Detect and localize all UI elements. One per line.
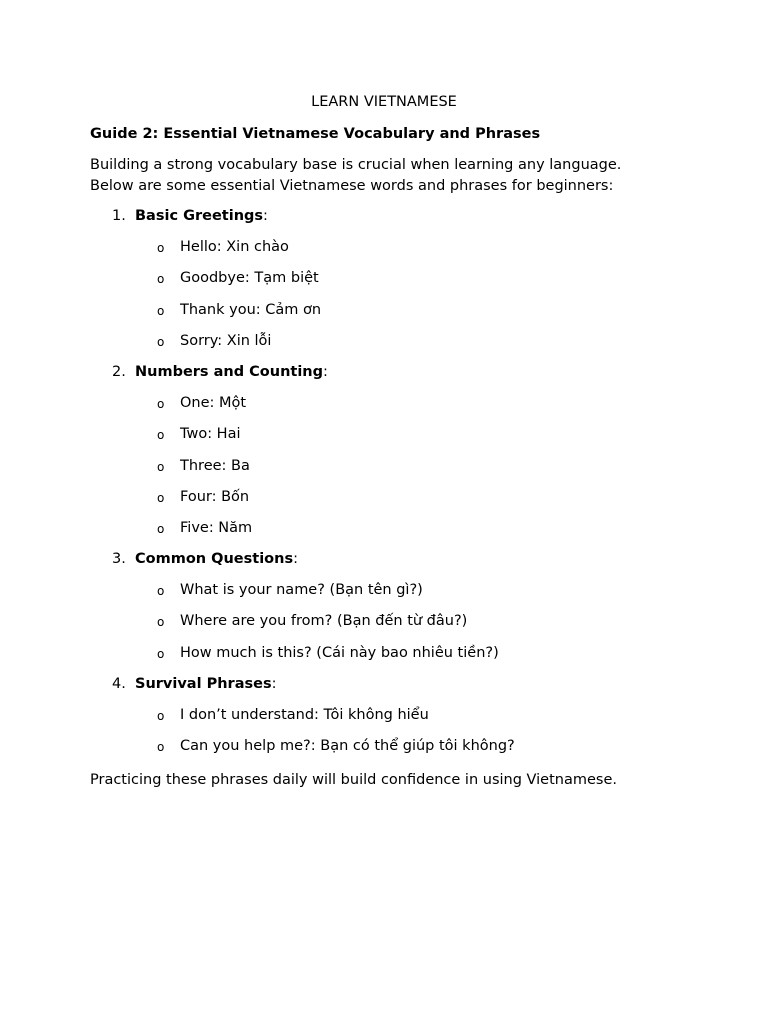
document-header: LEARN VIETNAMESE [311,94,457,110]
list-item [0,393,768,424]
bullet-icon: o [157,241,165,256]
section-title: Basic Greetings [135,208,264,224]
phrase-text: What is your name? (Bạn tên gì?) [180,582,423,599]
phrase-text: One: Một [180,395,247,412]
vocabulary-sections [0,206,768,767]
intro-line: Building a strong vocabulary base is crucial when learning any language. [90,157,622,173]
phrase-text: Where are you from? (Bạn đến từ đâu?) [180,613,468,630]
phrase-text: Thank you: Cảm ơn [180,301,322,318]
list-item [0,331,768,362]
list-item [0,580,768,611]
intro-line: Below are some essential Vietnamese words and phrases for beginners: [90,178,614,194]
bullet-icon: o [157,584,165,599]
section-number: 1. [112,208,126,224]
closing-paragraph: Practicing these phrases daily will build confidence in using Vietnamese. [90,772,617,788]
bullet-icon: o [157,740,165,755]
list-item [0,705,768,736]
list-item [0,518,768,549]
list-item [0,487,768,518]
section-title: Common Questions [135,551,294,568]
phrase-text: Can you help me?: Bạn có thể giúp tôi không? [180,738,515,755]
bullet-icon: o [157,397,165,412]
guide-title: Guide 2: Essential Vietnamese Vocabulary and Phrases [90,126,541,142]
bullet-icon: o [157,303,165,318]
section-title: Numbers and Counting [135,363,323,380]
section-heading [0,674,768,705]
section-colon: : [293,551,298,568]
section-colon: : [263,208,268,224]
phrase-text: Three: Ba [180,457,250,474]
section-heading [0,362,768,393]
phrase-text: Four: Bốn [180,488,250,505]
phrase-text: Goodbye: Tạm biệt [180,270,319,287]
section-colon: : [323,363,328,380]
bullet-icon: o [157,521,165,536]
section-title: Survival Phrases [135,675,272,692]
section-heading [0,206,768,237]
section-heading [0,549,768,580]
bullet-icon: o [157,459,165,474]
list-item [0,611,768,642]
list-item [0,424,768,455]
phrase-text: Five: Năm [180,519,253,536]
phrase-text: Two: Hai [180,426,241,443]
bullet-icon: o [157,272,165,287]
section-number: 3. [112,551,126,568]
phrase-text: How much is this? (Cái này bao nhiêu tiền?) [180,644,499,661]
list-item [0,456,768,487]
bullet-icon: o [157,334,165,349]
bullet-icon: o [157,490,165,505]
bullet-icon: o [157,709,165,723]
list-item [0,643,768,674]
phrase-text: I don’t understand: Tôi không hiểu [180,707,429,723]
section-number: 2. [112,363,126,380]
phrase-text: Hello: Xin chào [180,239,289,256]
bullet-icon: o [157,615,165,630]
intro-paragraph [90,155,690,197]
bullet-icon: o [157,428,165,443]
bullet-icon: o [157,646,165,661]
list-item [0,736,768,767]
list-item [0,300,768,331]
list-item [0,237,768,268]
section-number: 4. [112,675,126,692]
list-item [0,268,768,299]
section-colon: : [271,675,277,692]
phrase-text: Sorry: Xin lỗi [180,332,272,349]
